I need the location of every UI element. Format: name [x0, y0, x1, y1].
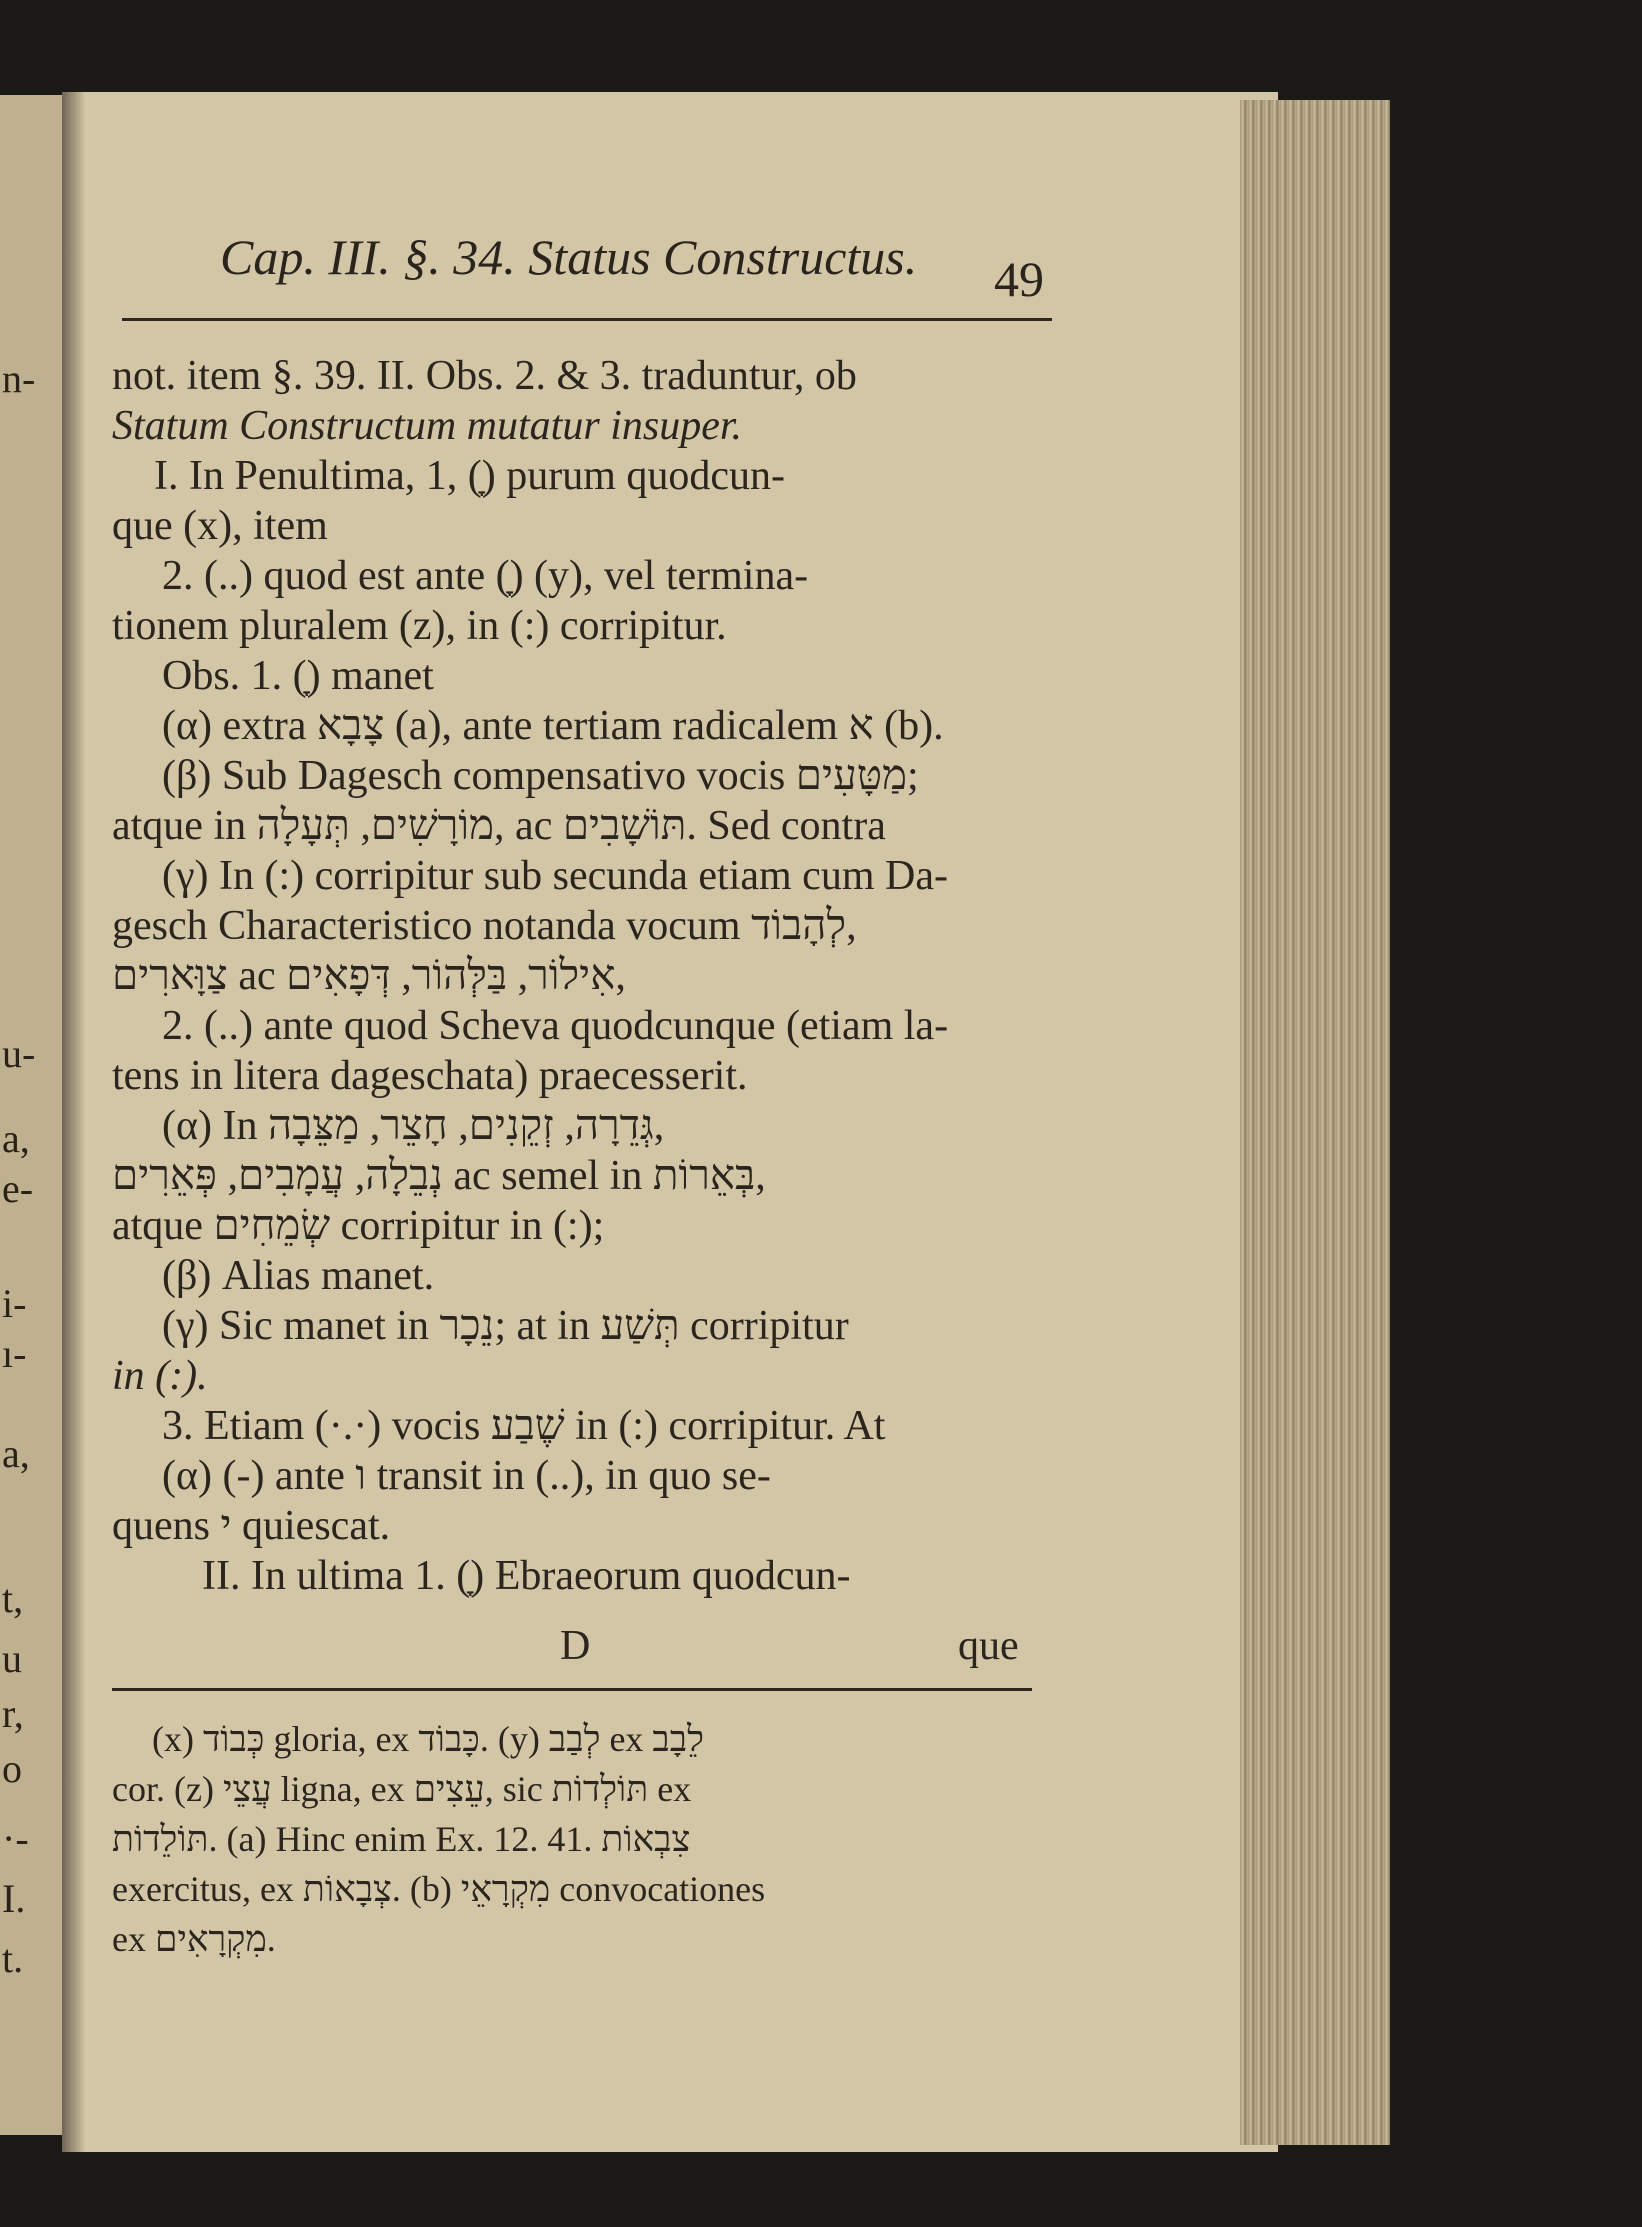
- body-line: tens in litera dageschata) praecesserit.: [112, 1053, 748, 1099]
- margin-fragment: o: [2, 1746, 22, 1791]
- body-line: que (x), item: [112, 503, 328, 549]
- footnote-line: ex מִקְרָאִים.: [112, 1919, 276, 1959]
- margin-fragment: u-: [2, 1031, 36, 1076]
- margin-fragment: i-: [2, 1281, 27, 1326]
- margin-fragment: t.: [2, 1936, 24, 1981]
- body-text: [112, 352, 1042, 1602]
- signature-mark: D: [560, 1623, 591, 1669]
- margin-fragment: u: [2, 1636, 22, 1681]
- page-number: 49: [994, 251, 1044, 307]
- body-line: atque in מוֹרָשִׁים, תְּעָלָה, ac תּוֹשָׁבִים. Sed contra: [112, 803, 886, 849]
- margin-fragment: r,: [2, 1691, 24, 1736]
- body-line: (β) Alias manet.: [162, 1253, 435, 1299]
- header-rule: [122, 318, 1052, 321]
- body-line: 2. (..) ante quod Scheva quodcunque (etiam la-: [162, 1003, 949, 1049]
- body-line: gesch Characteristico notanda vocum לְהָבוֹד,: [112, 903, 857, 949]
- body-line: not. item §. 39. II. Obs. 2. & 3. traduntur, ob: [112, 353, 857, 399]
- margin-fragment: a,: [2, 1116, 30, 1161]
- body-line: in (:).: [112, 1353, 208, 1399]
- body-line: (γ) Sic manet in נֵכָר; at in תְּשַׁע corripitur: [162, 1303, 849, 1349]
- body-line: (β) Sub Dagesch compensativo vocis מַטָּעִים;: [162, 753, 919, 799]
- page-gutter: [62, 92, 84, 2152]
- footnote-line: תּוֹלֵדוֹת. (a) Hinc enim Ex. 12. 41. צִבְאוֹת: [112, 1819, 691, 1859]
- footnote-line: exercitus, ex צְבָאוֹת. (b) מִקְרָאֵי convocationes: [112, 1869, 766, 1909]
- running-title: Cap. III. §. 34. Status Constructus.: [220, 229, 918, 285]
- body-line: נְבֵלָה, עֲמָבִים, פְּאֵרִים ac semel in בְּאֵרוֹת,: [112, 1153, 766, 1199]
- footnotes: [112, 1718, 1042, 1978]
- body-line: צַוָּארִים ac אִילוֹר, בַּלְּהוֹר, דְּפָאִים,: [112, 953, 626, 999]
- facing-page-margin-fragments: [0, 95, 60, 2135]
- margin-fragment: I.: [2, 1876, 26, 1921]
- body-line: I. In Penultima, 1, (ָ) purum quodcun-: [154, 453, 786, 499]
- body-line: quens י quiescat.: [112, 1503, 391, 1549]
- page-edge-stack: [1240, 100, 1390, 2145]
- margin-fragment: e-: [2, 1166, 34, 1211]
- catchword: que: [958, 1623, 1019, 1669]
- footnote-rule: [112, 1688, 1032, 1691]
- footnote-line: (x) כְּבוֹד gloria, ex כָּבוֹד. (y) לְבַב ex לֵבָב: [152, 1719, 704, 1759]
- body-line: tionem pluralem (z), in (:) corripitur.: [112, 603, 727, 649]
- footnote-line: cor. (z) עֲצֵי ligna, ex עֵצִים, sic תּוֹלְדוֹת ex: [112, 1769, 692, 1809]
- body-line: Statum Constructum mutatur insuper.: [112, 403, 743, 449]
- body-line: atque שְׂמֵחִים corripitur in (:);: [112, 1203, 605, 1249]
- body-line: (α) In גְּדֵרָה, זְקֵנִים, חָצֵר, מַצֵּבָה,: [162, 1103, 665, 1149]
- body-line: (γ) In (:) corripitur sub secunda etiam cum Da-: [162, 853, 948, 899]
- body-line: II. In ultima 1. (ָ) Ebraeorum quodcun-: [202, 1553, 851, 1599]
- body-line: 2. (..) quod est ante (ָ) (y), vel termina-: [162, 553, 809, 599]
- margin-fragment: ·-: [2, 1816, 29, 1861]
- body-line: Obs. 1. (ָ) manet: [162, 653, 434, 699]
- body-line: (α) extra צָבָא (a), ante tertiam radicalem א (b).: [162, 703, 944, 749]
- margin-fragment: t,: [2, 1576, 24, 1621]
- margin-fragment: n-: [2, 356, 36, 401]
- body-line: 3. Etiam (·.·) vocis שֶׁבַע in (:) corripitur. At: [162, 1403, 886, 1449]
- margin-fragment: a,: [2, 1431, 30, 1476]
- margin-fragment: ı-: [2, 1331, 27, 1376]
- body-line: (α) (-) ante ו transit in (..), in quo se-: [162, 1453, 771, 1499]
